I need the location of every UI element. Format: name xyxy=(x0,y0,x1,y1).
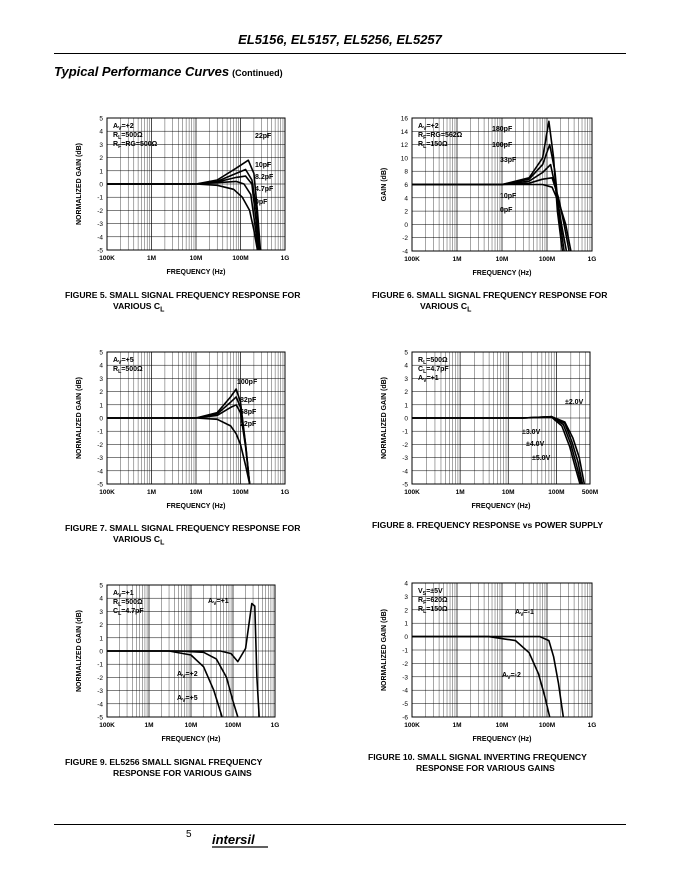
y-tick-label: -6 xyxy=(402,714,408,722)
caption-line2-text: VARIOUS C xyxy=(420,301,468,311)
figure-number: FIGURE 5. xyxy=(65,290,108,300)
y-tick-label: -4 xyxy=(97,468,103,476)
x-tick-label: 100M xyxy=(224,722,242,729)
chart-fig9 xyxy=(76,583,279,744)
y-tick-label: 12 xyxy=(400,142,408,150)
series-label: ±3.0V xyxy=(522,429,541,436)
y-axis-label: GAIN (dB) xyxy=(381,167,388,202)
series-label: 82pF xyxy=(240,397,257,404)
figure-number: FIGURE 6. xyxy=(372,290,415,300)
y-tick-label: 0 xyxy=(404,634,408,642)
x-tick-label: 1M xyxy=(146,489,157,496)
caption-line2-text: VARIOUS C xyxy=(113,301,161,311)
series-label: $A_V=+1$ xyxy=(208,598,229,607)
series-line-10pF xyxy=(412,178,569,251)
y-axis-label: NORMALIZED GAIN (dB) xyxy=(76,376,83,460)
condition-label: $A_V=+5$ xyxy=(113,357,134,366)
condition-label: $R_L=500\Omega$ xyxy=(113,599,143,608)
condition-label: $A_V=+1$ xyxy=(113,590,134,599)
y-tick-label: 5 xyxy=(99,115,103,123)
y-tick-label: 2 xyxy=(99,622,103,630)
x-axis-label: FREQUENCY (Hz) xyxy=(472,270,532,277)
x-axis-label: FREQUENCY (Hz) xyxy=(161,736,221,743)
x-tick-label: 1G xyxy=(587,722,597,729)
y-tick-label: -4 xyxy=(402,248,408,256)
y-tick-label: -4 xyxy=(97,701,103,709)
figure-number: FIGURE 10. xyxy=(368,752,415,762)
y-tick-label: -1 xyxy=(97,194,103,202)
x-tick-label: 1G xyxy=(280,489,290,496)
condition-label: $R_F=RG=562\Omega$ xyxy=(418,132,463,141)
caption-subscript: L xyxy=(160,306,165,314)
y-tick-label: -2 xyxy=(97,674,103,682)
x-tick-label: 10M xyxy=(184,722,198,729)
x-tick-label: 100K xyxy=(99,722,115,729)
series-label: $A_V=+5$ xyxy=(177,695,198,704)
caption-line2-text: RESPONSE FOR VARIOUS GAINS xyxy=(113,768,252,778)
figure-number: FIGURE 9. xyxy=(65,757,108,767)
x-tick-label: 500M xyxy=(581,489,599,496)
y-tick-label: 4 xyxy=(404,580,408,588)
x-tick-label: 100K xyxy=(404,722,420,729)
figure-number: FIGURE 7. xyxy=(65,523,108,533)
x-tick-label: 10M xyxy=(189,255,203,262)
chart-fig8 xyxy=(381,350,598,511)
x-axis-label: FREQUENCY (Hz) xyxy=(166,269,226,276)
section-title-text: Typical Performance Curves xyxy=(54,64,230,79)
figure-number: FIGURE 8. xyxy=(372,520,415,530)
condition-label: $R_L=150\Omega$ xyxy=(418,141,448,150)
x-tick-label: 1G xyxy=(587,256,597,263)
series-label: ±5.0V xyxy=(532,455,551,462)
caption-line1: EL5256 SMALL SIGNAL FREQUENCY xyxy=(109,757,263,767)
chart-fig7 xyxy=(76,350,289,511)
caption-fig7 xyxy=(65,523,300,549)
y-tick-label: 5 xyxy=(99,582,103,590)
caption-fig10 xyxy=(368,752,587,778)
y-tick-label: -3 xyxy=(97,455,103,463)
y-tick-label: 1 xyxy=(99,402,103,410)
caption-line2 xyxy=(65,534,300,549)
y-tick-label: -3 xyxy=(97,221,103,229)
series-line-±5.0V xyxy=(412,417,580,484)
y-tick-label: -5 xyxy=(97,481,103,489)
series-line-AV=+2 xyxy=(107,651,238,717)
y-tick-label: 1 xyxy=(404,620,408,628)
x-tick-label: 100K xyxy=(99,255,115,262)
y-tick-label: 3 xyxy=(99,141,103,149)
caption-line1: FREQUENCY RESPONSE vs POWER SUPPLY xyxy=(416,520,604,530)
x-tick-label: 10M xyxy=(495,722,509,729)
y-tick-label: -3 xyxy=(97,688,103,696)
caption-line2 xyxy=(65,301,300,316)
caption-fig8 xyxy=(372,520,603,531)
y-tick-label: -1 xyxy=(402,647,408,655)
condition-label: $C_L=4.7pF$ xyxy=(418,366,449,375)
series-line-33pF xyxy=(412,165,566,251)
series-label: 10pF xyxy=(500,193,517,200)
y-tick-label: 3 xyxy=(404,593,408,601)
y-tick-label: 6 xyxy=(404,182,408,189)
y-tick-label: -2 xyxy=(402,660,408,668)
y-tick-label: -5 xyxy=(97,714,103,722)
document-header-title: EL5156, EL5157, EL5256, EL5257 xyxy=(238,32,442,47)
x-tick-label: 1M xyxy=(455,489,465,496)
y-tick-label: -2 xyxy=(97,441,103,449)
section-continued: (Continued) xyxy=(232,68,283,78)
y-tick-label: -5 xyxy=(97,247,103,255)
series-label: 180pF xyxy=(492,126,513,133)
series-label: $A_V=-2$ xyxy=(502,672,521,681)
series-label: ±2.0V xyxy=(565,399,584,406)
y-tick-label: -5 xyxy=(402,701,408,709)
y-tick-label: -3 xyxy=(402,455,408,463)
y-tick-label: 4 xyxy=(99,595,103,603)
condition-label: $R_F=RG=500\Omega$ xyxy=(113,141,158,150)
y-tick-label: -2 xyxy=(402,441,408,449)
series-label: $A_V=-1$ xyxy=(515,609,534,618)
caption-line2 xyxy=(372,301,607,316)
y-tick-label: 0 xyxy=(99,415,103,423)
y-tick-label: 2 xyxy=(99,155,103,163)
caption-line2-text: RESPONSE FOR VARIOUS GAINS xyxy=(416,763,555,773)
x-tick-label: 100M xyxy=(538,722,556,729)
series-label: 100pF xyxy=(492,142,513,149)
x-tick-label: 10M xyxy=(495,256,509,263)
y-tick-label: -2 xyxy=(402,235,408,243)
x-tick-label: 100K xyxy=(99,489,115,496)
series-label: 22pF xyxy=(255,133,272,140)
x-axis-label: FREQUENCY (Hz) xyxy=(471,503,531,510)
y-tick-label: -4 xyxy=(402,468,408,476)
y-axis-label: NORMALIZED GAIN (dB) xyxy=(76,609,83,693)
svg-text:intersil: intersil xyxy=(212,832,255,847)
series-label: 4.7pF xyxy=(255,186,274,193)
y-tick-label: -2 xyxy=(97,207,103,215)
x-tick-label: 100M xyxy=(538,256,556,263)
y-tick-label: -5 xyxy=(402,481,408,489)
x-tick-label: 100M xyxy=(548,489,565,496)
series-label: 0pF xyxy=(500,207,513,214)
x-tick-label: 10M xyxy=(501,489,515,496)
y-tick-label: 5 xyxy=(404,349,408,357)
y-tick-label: 4 xyxy=(99,362,103,370)
caption-line2 xyxy=(65,768,262,783)
y-tick-label: 0 xyxy=(99,648,103,656)
x-tick-label: 1M xyxy=(452,256,462,263)
series-label: 100pF xyxy=(237,379,258,386)
series-label: 0pF xyxy=(255,199,268,206)
y-tick-label: 0 xyxy=(404,221,408,229)
y-tick-label: 4 xyxy=(404,195,408,203)
caption-subscript: L xyxy=(467,306,472,314)
condition-label: $R_L=150\Omega$ xyxy=(418,606,448,615)
condition-label: $R_F=620\Omega$ xyxy=(418,597,448,606)
x-tick-label: 1M xyxy=(452,722,462,729)
y-tick-label: -1 xyxy=(97,661,103,669)
caption-line1: SMALL SIGNAL INVERTING FREQUENCY xyxy=(417,752,587,762)
condition-label: $R_L=500\Omega$ xyxy=(113,132,143,141)
y-tick-label: -1 xyxy=(97,428,103,436)
y-tick-label: 5 xyxy=(99,349,103,357)
chart-fig5 xyxy=(76,116,289,277)
caption-fig9 xyxy=(65,757,262,783)
y-tick-label: 1 xyxy=(404,402,408,410)
series-line-±2.0V xyxy=(412,417,584,484)
series-line-0pF xyxy=(107,184,257,250)
x-tick-label: 100K xyxy=(404,489,420,496)
caption-fig6 xyxy=(372,290,607,316)
series-line-±3.0V xyxy=(412,417,583,484)
page-number: 5 xyxy=(186,829,192,840)
condition-label: $V_S=\pm 5V$ xyxy=(418,588,443,597)
y-tick-label: -4 xyxy=(402,687,408,695)
caption-subscript: L xyxy=(160,539,165,547)
x-tick-label: 10M xyxy=(189,489,203,496)
series-label: 10pF xyxy=(255,162,272,169)
x-tick-label: 100K xyxy=(404,256,420,263)
y-tick-label: 10 xyxy=(400,155,408,163)
caption-line2-text: VARIOUS C xyxy=(113,534,161,544)
y-tick-label: 2 xyxy=(404,607,408,615)
y-tick-label: 2 xyxy=(404,208,408,216)
y-tick-label: -3 xyxy=(402,674,408,682)
x-tick-label: 1M xyxy=(146,255,157,262)
y-tick-label: 8 xyxy=(404,168,408,176)
y-tick-label: 2 xyxy=(99,389,103,397)
x-tick-label: 1M xyxy=(144,722,154,729)
condition-label: $A_V=+1$ xyxy=(418,375,439,384)
y-tick-label: 0 xyxy=(99,181,103,189)
y-tick-label: 14 xyxy=(400,128,408,136)
y-tick-label: 3 xyxy=(99,608,103,616)
x-axis-label: FREQUENCY (Hz) xyxy=(472,736,532,743)
footer-rule xyxy=(54,824,626,825)
series-label: ±4.0V xyxy=(526,441,545,448)
y-tick-label: 4 xyxy=(99,128,103,136)
caption-line2 xyxy=(368,763,587,778)
series-line-±4.0V xyxy=(412,417,581,484)
caption-line1: SMALL SIGNAL FREQUENCY RESPONSE FOR xyxy=(109,523,301,533)
y-tick-label: 3 xyxy=(404,375,408,383)
y-axis-label: NORMALIZED GAIN (dB) xyxy=(76,142,83,226)
y-tick-label: 1 xyxy=(99,168,103,176)
series-label: $A_V=+2$ xyxy=(177,671,198,680)
y-tick-label: 4 xyxy=(404,362,408,370)
x-tick-label: 1G xyxy=(280,255,290,262)
chart-fig6 xyxy=(381,116,596,278)
condition-label: $A_V=+2$ xyxy=(113,123,134,132)
y-axis-label: NORMALIZED GAIN (dB) xyxy=(381,376,388,460)
condition-label: $R_L=500\Omega$ xyxy=(113,366,143,375)
series-label: 68pF xyxy=(240,409,257,416)
y-tick-label: 1 xyxy=(99,635,103,643)
series-line-AV=+5 xyxy=(107,651,222,717)
intersil-logo xyxy=(210,830,272,850)
series-label: 22pF xyxy=(240,421,257,428)
caption-line1: SMALL SIGNAL FREQUENCY RESPONSE FOR xyxy=(416,290,608,300)
x-tick-label: 1G xyxy=(270,722,280,729)
series-label: 8.2pF xyxy=(255,174,274,181)
y-tick-label: 0 xyxy=(404,415,408,423)
x-tick-label: 100M xyxy=(232,489,249,496)
condition-label: $C_L=4.7pF$ xyxy=(113,608,144,617)
y-tick-label: -4 xyxy=(97,234,103,242)
x-tick-label: 100M xyxy=(232,255,249,262)
chart-fig10 xyxy=(381,581,596,744)
y-tick-label: 3 xyxy=(99,375,103,383)
caption-fig5 xyxy=(65,290,300,316)
y-tick-label: -1 xyxy=(402,428,408,436)
y-axis-label: NORMALIZED GAIN (dB) xyxy=(381,608,388,692)
condition-label: $A_V=+2$ xyxy=(418,123,439,132)
x-axis-label: FREQUENCY (Hz) xyxy=(166,503,226,510)
y-tick-label: 16 xyxy=(400,115,408,123)
y-tick-label: 2 xyxy=(404,389,408,397)
series-label: 33pF xyxy=(500,157,517,164)
caption-line1: SMALL SIGNAL FREQUENCY RESPONSE FOR xyxy=(109,290,301,300)
condition-label: $R_L=500\Omega$ xyxy=(418,357,448,366)
